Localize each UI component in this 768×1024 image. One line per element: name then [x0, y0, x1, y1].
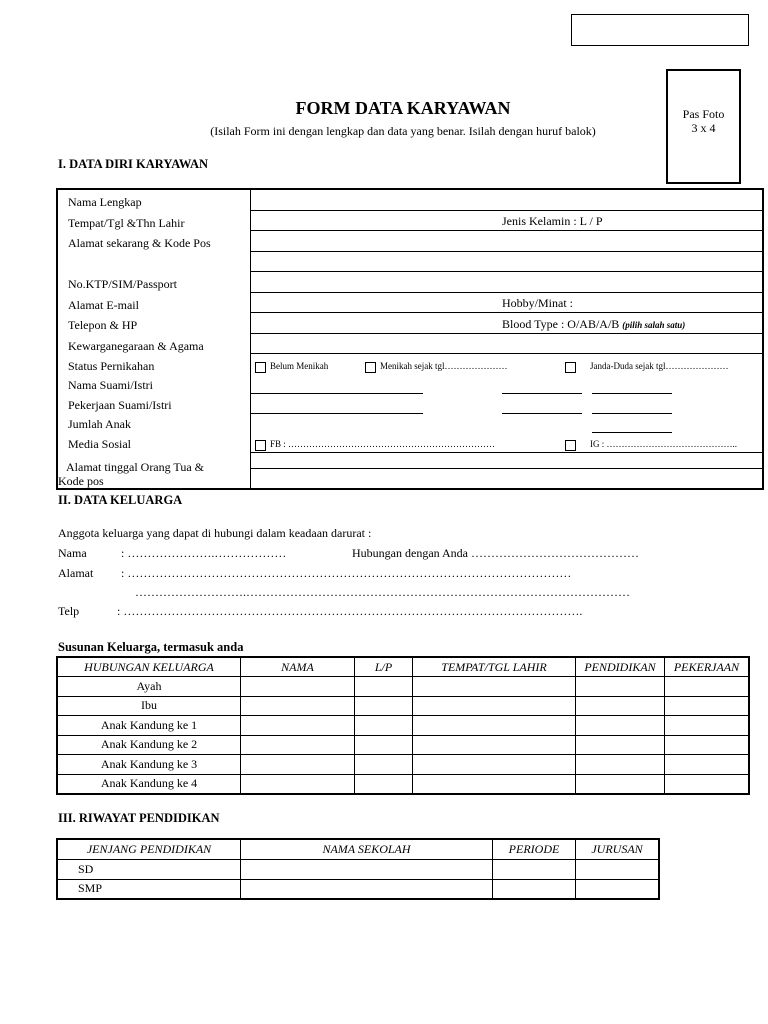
cell[interactable]	[665, 716, 750, 736]
cell[interactable]	[355, 774, 413, 794]
reference-number-box[interactable]	[571, 14, 749, 46]
emergency-name-field[interactable]: : ………………….………………	[121, 546, 287, 560]
cell[interactable]	[413, 677, 576, 697]
row-label-parents-address: Alamat tinggal Orang Tua & Kode pos	[57, 452, 251, 489]
cell[interactable]	[241, 677, 355, 697]
cell[interactable]	[493, 879, 576, 899]
instagram-option[interactable]: IG : ……………………………………..	[565, 439, 737, 450]
row-label: Media Sosial	[57, 432, 251, 452]
row-label: Telepon & HP	[57, 313, 251, 334]
cell[interactable]	[493, 860, 576, 880]
cell[interactable]	[413, 774, 576, 794]
emergency-phone-field[interactable]: : …………………………………………………………………………………………………….	[117, 604, 583, 618]
status-married-option[interactable]: Menikah sejak tgl…………………	[365, 361, 508, 372]
table-row	[57, 696, 749, 716]
cell[interactable]	[576, 879, 660, 899]
section-heading-family: II. DATA KELUARGA	[58, 493, 183, 507]
hobby-label: Hobby/Minat :	[502, 296, 573, 310]
cell[interactable]	[665, 774, 750, 794]
cell[interactable]	[413, 755, 576, 775]
cell[interactable]	[576, 696, 665, 716]
marital-status-field	[251, 354, 764, 374]
cell[interactable]	[241, 696, 355, 716]
education-table	[56, 838, 660, 900]
relation-cell: Ibu	[57, 696, 241, 716]
column-header: JURUSAN	[576, 839, 660, 860]
table-row	[57, 774, 749, 794]
cell[interactable]	[576, 860, 660, 880]
form-title: FORM DATA KARYAWAN	[295, 98, 511, 118]
emergency-name-label: Nama	[58, 546, 87, 560]
row-label: Jumlah Anak	[57, 413, 251, 433]
table-header-row	[57, 657, 749, 677]
row-label: Status Pernikahan	[57, 354, 251, 374]
cell[interactable]	[241, 879, 493, 899]
phone-field[interactable]	[251, 313, 764, 334]
personal-data-table	[56, 188, 764, 490]
column-header: TEMPAT/TGL LAHIR	[413, 657, 576, 677]
table-row	[57, 860, 659, 880]
email-field[interactable]	[251, 292, 764, 313]
column-header: L/P	[355, 657, 413, 677]
facebook-option[interactable]: FB : ……………………………………………………………	[255, 439, 495, 450]
row-label: Alamat sekarang & Kode Pos	[57, 231, 251, 252]
relation-cell: Anak Kandung ke 4	[57, 774, 241, 794]
emergency-address-field-2[interactable]: ……………………….……………………………………………………………………………………	[135, 585, 630, 599]
cell[interactable]	[355, 755, 413, 775]
column-header: PERIODE	[493, 839, 576, 860]
cell[interactable]	[665, 755, 750, 775]
cell[interactable]	[665, 735, 750, 755]
photo-label: Pas Foto	[682, 107, 725, 121]
column-header: PEKERJAAN	[665, 657, 750, 677]
checkbox-icon[interactable]	[365, 362, 376, 373]
parents-address-field[interactable]	[251, 452, 764, 489]
address-field-2[interactable]	[251, 251, 764, 272]
column-header: PENDIDIKAN	[576, 657, 665, 677]
cell[interactable]	[241, 774, 355, 794]
nationality-field[interactable]	[251, 333, 764, 354]
form-subtitle: (Isilah Form ini dengan lengkap dan data yang benar. Isilah dengan huruf balok)	[210, 124, 596, 138]
cell[interactable]	[241, 755, 355, 775]
emergency-intro: Anggota keluarga yang dapat di hubungi dalam keadaan darurat :	[58, 526, 372, 540]
row-label: Kewarganegaraan & Agama	[57, 333, 251, 354]
table-row	[57, 677, 749, 697]
row-label: No.KTP/SIM/Passport	[57, 272, 251, 293]
relation-cell: Ayah	[57, 677, 241, 697]
cell[interactable]	[355, 677, 413, 697]
cell[interactable]	[241, 735, 355, 755]
cell[interactable]	[241, 860, 493, 880]
social-media-field	[251, 432, 764, 452]
birth-field[interactable]	[251, 210, 764, 231]
relation-cell: Anak Kandung ke 2	[57, 735, 241, 755]
cell[interactable]	[665, 696, 750, 716]
cell[interactable]	[413, 696, 576, 716]
section-heading-personal: I. DATA DIRI KARYAWAN	[58, 157, 209, 171]
gender-label: Jenis Kelamin : L / P	[502, 214, 603, 228]
table-row	[57, 735, 749, 755]
row-label: Nama Lengkap	[57, 189, 251, 210]
column-header: HUBUNGAN KELUARGA	[57, 657, 241, 677]
spouse-name-field[interactable]	[251, 374, 764, 394]
cell[interactable]	[355, 716, 413, 736]
table-row	[57, 716, 749, 736]
emergency-address-field[interactable]: : …………………………………………………………………………………………………	[121, 566, 572, 580]
column-header: NAMA	[241, 657, 355, 677]
parents-address-line	[251, 468, 762, 469]
checkbox-icon[interactable]	[565, 362, 576, 373]
cell[interactable]	[576, 755, 665, 775]
cell[interactable]	[665, 677, 750, 697]
table-row	[57, 879, 659, 899]
checkbox-icon[interactable]	[565, 440, 576, 451]
row-label: Alamat E-mail	[57, 292, 251, 313]
column-header: NAMA SEKOLAH	[241, 839, 493, 860]
cell[interactable]	[576, 735, 665, 755]
row-label: Pekerjaan Suami/Istri	[57, 393, 251, 413]
blood-type-note: (pilih salah satu)	[622, 319, 686, 330]
table-row	[57, 755, 749, 775]
blood-type-label: Blood Type : O/AB/A/B (pilih salah satu)	[502, 316, 686, 331]
spouse-job-field[interactable]	[251, 393, 764, 413]
cell[interactable]	[355, 735, 413, 755]
cell[interactable]	[355, 696, 413, 716]
row-label: Nama Suami/Istri	[57, 374, 251, 394]
cell[interactable]	[576, 774, 665, 794]
cell[interactable]	[576, 716, 665, 736]
photo-size: 3 x 4	[691, 121, 716, 135]
emergency-relationship-field[interactable]: Hubungan dengan Anda ……………………………………	[352, 546, 639, 560]
relation-cell: Anak Kandung ke 1	[57, 716, 241, 736]
family-table-heading: Susunan Keluarga, termasuk anda	[58, 640, 244, 654]
emergency-phone-label: Telp	[58, 604, 80, 618]
family-table	[56, 656, 750, 795]
children-count-field[interactable]	[251, 413, 764, 433]
section-heading-education: III. RIWAYAT PENDIDIKAN	[58, 811, 220, 825]
checkbox-icon[interactable]	[255, 362, 266, 373]
address-field[interactable]	[251, 231, 764, 252]
cell[interactable]	[241, 716, 355, 736]
full-name-field[interactable]	[251, 189, 764, 210]
cell[interactable]	[413, 735, 576, 755]
emergency-address-label: Alamat	[58, 566, 94, 580]
level-cell: SMP	[57, 879, 241, 899]
relation-cell: Anak Kandung ke 3	[57, 755, 241, 775]
table-header-row	[57, 839, 659, 860]
checkbox-icon[interactable]	[255, 440, 266, 451]
row-label	[57, 251, 251, 272]
row-label: Tempat/Tgl &Thn Lahir	[57, 210, 251, 231]
cell[interactable]	[413, 716, 576, 736]
cell[interactable]	[576, 677, 665, 697]
id-number-field[interactable]	[251, 272, 764, 293]
status-single-option[interactable]: Belum Menikah	[255, 361, 328, 372]
column-header: JENJANG PENDIDIKAN	[57, 839, 241, 860]
level-cell: SD	[57, 860, 241, 880]
status-divorced-option[interactable]: Janda-Duda sejak tgl…………………	[565, 361, 728, 372]
